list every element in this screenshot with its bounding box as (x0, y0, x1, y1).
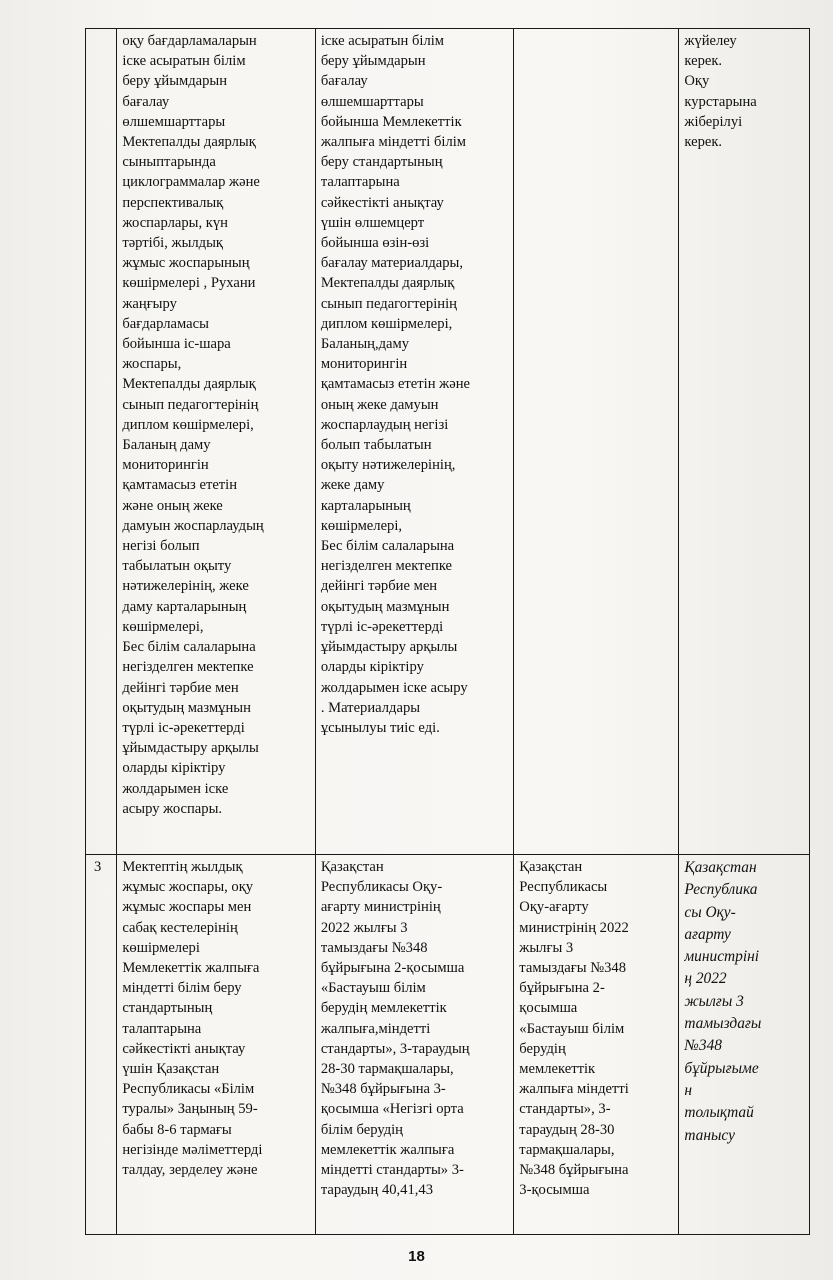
text-line: Баланың,даму (320, 336, 410, 353)
text-line: дейінгі тәрбие мен (320, 578, 438, 595)
cell-requirements (315, 855, 513, 1235)
text-line: министрінің 2022 (519, 919, 629, 936)
cell-documents (117, 29, 315, 855)
text-line: жоспарлары, күн (122, 214, 228, 231)
text-line: түрлі іс-әрекеттерді (320, 618, 444, 635)
text-line: беру стандартының (320, 154, 443, 171)
text-line: «Бастауыш білім (519, 1020, 625, 1037)
text-line: нәтижелерінің, жеке (122, 578, 249, 595)
text-line: негізделген мектепке (320, 558, 453, 575)
text-line: жоспарлаудың негізі (320, 416, 449, 433)
text-line: н (684, 1081, 692, 1099)
text-line: міндетті стандарты» 3- (320, 1162, 464, 1179)
text-line: тараудың 40,41,43 (320, 1182, 434, 1199)
text-line: оқытудың мазмұнын (122, 699, 251, 716)
cell-recommendation (679, 855, 810, 1235)
text-line: негізінде мәліметтерді (122, 1141, 263, 1158)
text-line: талдау, зерделеу және (122, 1162, 258, 1179)
text-line: тамыздағы (684, 1015, 762, 1033)
text-line: ағарту (684, 925, 731, 943)
text-line: бойынша Мемлекеттік (320, 113, 462, 130)
text-line: оқу бағдарламаларын (122, 33, 257, 49)
cell-requirements (315, 29, 513, 855)
text-line: сәйкестікті анықтау (320, 194, 444, 211)
text-line: Оқу (684, 73, 710, 90)
text-line: сәйкестікті анықтау (122, 1040, 246, 1057)
text-line: Баланың даму (122, 437, 211, 454)
text-line: керек. (684, 134, 723, 151)
cell-standard (514, 855, 679, 1235)
text-line: дейінгі тәрбие мен (122, 679, 239, 696)
text-line: қосымша «Негізгі орта (320, 1101, 464, 1118)
text-line: асыру жоспары. (122, 800, 223, 817)
text-line: 28-30 тармақшалары, (320, 1061, 454, 1078)
cell-recommendation (679, 29, 810, 855)
text-line: Мемлекеттік жалпыға (122, 960, 260, 977)
text-line: бұйрығына 2-қосымша (320, 960, 465, 977)
text-line: стандарты», 3- (519, 1101, 611, 1118)
text-line: тармақшалары, (519, 1141, 615, 1158)
cell-standard (514, 29, 679, 855)
text-line: жалпыға міндетті білім (320, 134, 467, 151)
text-line: оларды кіріктіру (122, 760, 226, 777)
text-line: берудің (519, 1040, 566, 1057)
text-line: танысу (684, 1126, 735, 1144)
text-line: мемлекеттік жалпыға (320, 1141, 455, 1158)
text-line: өлшемшарттары (122, 113, 226, 130)
text-line: көшірмелері, (320, 517, 403, 534)
text-line: бойынша іс-шара (122, 336, 231, 353)
text-line: негізі болып (122, 538, 200, 555)
text-line: Республикасы Оқу- (320, 879, 443, 896)
text-line: оқытудың мазмұнын (320, 598, 450, 615)
text-line: іске асыратын білім (122, 53, 246, 70)
text-line: Қазақстан (684, 859, 757, 876)
text-line: бағалау (320, 73, 368, 90)
text-line: жұмыс жоспары мен (122, 899, 252, 916)
text-line: Оқу-ағарту (519, 899, 589, 916)
text-line: міндетті білім беру (122, 980, 242, 997)
text-line: карталарының (320, 497, 411, 514)
page-number: 18 (408, 1248, 425, 1265)
text-line: жылғы 3 (519, 939, 574, 956)
text-line: бұйрығына 2- (519, 980, 605, 997)
text-line: тамыздағы №348 (320, 939, 428, 956)
text-line: түрлі іс-әрекеттерді (122, 719, 245, 736)
text-line: №348 бұйрығына (519, 1162, 629, 1179)
document-table (85, 28, 810, 1235)
text-line: перспективалық (122, 194, 224, 211)
text-line: . Материалдары (320, 699, 421, 716)
text-line: Мектепалды даярлық (122, 376, 256, 393)
text-line: қосымша (519, 1000, 578, 1017)
text-line: №348 (684, 1037, 722, 1055)
text-line: жеке даму (320, 477, 385, 494)
text-line: өлшемшарттары (320, 93, 424, 110)
text-line: сынып педагогтерінің (320, 295, 457, 312)
text-line: оның жеке дамуын (320, 396, 439, 413)
text-line: толықтай (684, 1104, 754, 1122)
cell-documents (117, 855, 315, 1235)
text-line: Бес білім салаларына (320, 538, 455, 555)
text-line: №348 бұйрығына 3- (320, 1081, 446, 1098)
text-line: жалпыға,міндетті (320, 1020, 431, 1037)
text-line: беру ұйымдарын (122, 73, 228, 90)
text-line: ұсынылуы тиіс еді. (320, 719, 440, 736)
text-line: болып табылатын (320, 437, 432, 454)
text-line: курстарына (684, 93, 757, 110)
text-line: министріні (684, 948, 760, 966)
table-row (86, 29, 810, 855)
text-line: мониторингін (122, 457, 209, 474)
text-line: 3-қосымша (519, 1182, 590, 1199)
text-line: тамыздағы №348 (519, 960, 627, 977)
text-line: және оның жеке (122, 497, 223, 514)
text-line: Мектептің жылдық (122, 859, 243, 875)
cell-number: 3 (86, 855, 117, 1235)
text-line: Мектепалды даярлық (320, 275, 455, 292)
text-line: оқыту нәтижелерінің, (320, 457, 456, 474)
text-line: Қазақстан (519, 859, 583, 875)
text-line: бұйрығыме (684, 1059, 759, 1077)
text-line: жұмыс жоспарының (122, 255, 250, 272)
text-line: тәртібі, жылдық (122, 235, 223, 252)
text-line: 2022 жылғы 3 (320, 919, 408, 936)
text-line: жолдарымен іске асыру (320, 679, 468, 696)
text-line: жіберілуі (684, 113, 743, 130)
cell-number (86, 29, 117, 855)
text-line: оларды кіріктіру (320, 659, 424, 676)
text-line: бағалау материалдары, (320, 255, 464, 272)
text-line: ң 2022 (684, 970, 727, 988)
text-line: стандартының (122, 1000, 213, 1017)
text-line: жоспары, (122, 356, 182, 373)
text-line: Мектепалды даярлық (122, 134, 256, 151)
text-line: мемлекеттік (519, 1061, 596, 1078)
text-line: туралы» Заңының 59- (122, 1101, 258, 1118)
text-line: жалпыға міндетті (519, 1081, 629, 1098)
text-line: сыныптарында (122, 154, 216, 171)
text-line: Республика (684, 881, 758, 899)
text-line: керек. (684, 53, 723, 70)
text-line: диплом көшірмелері, (320, 315, 453, 332)
text-line: беру ұйымдарын (320, 53, 426, 70)
text-line: циклограммалар және (122, 174, 260, 191)
text-line: бағдарламасы (122, 315, 209, 332)
text-line: стандарты», 3-тараудың (320, 1040, 470, 1057)
text-line: талаптарына (320, 174, 400, 191)
text-line: сы Оқу- (684, 903, 736, 921)
text-line: бойынша өзін-өзі (320, 235, 430, 252)
text-line: Республикасы (519, 879, 608, 896)
text-line: көшірмелері, (122, 618, 204, 635)
text-line: көшірмелері , Рухани (122, 275, 256, 292)
text-line: тараудың 28-30 (519, 1121, 615, 1138)
text-line: қамтамасыз ететін (122, 477, 238, 494)
text-line: ұйымдастыру арқылы (320, 639, 458, 656)
text-line: ұйымдастыру арқылы (122, 740, 259, 757)
text-line: қамтамасыз ететін және (320, 376, 471, 393)
text-line: үшін Қазақстан (122, 1061, 220, 1078)
text-line: бабы 8-6 тармағы (122, 1121, 232, 1138)
text-line: берудің мемлекеттік (320, 1000, 447, 1017)
text-line: талаптарына (122, 1020, 202, 1037)
text-line: дамуын жоспарлаудың (122, 517, 264, 534)
text-line: диплом көшірмелері, (122, 416, 254, 433)
text-line: бағалау (122, 93, 170, 110)
text-line: Республикасы «Білім (122, 1081, 255, 1098)
text-line: жолдарымен іске (122, 780, 229, 797)
text-line: даму карталарының (122, 598, 247, 615)
text-line: жылғы 3 (684, 992, 744, 1010)
text-line: «Бастауыш білім (320, 980, 426, 997)
text-line: Қазақстан (320, 859, 384, 875)
table-row (86, 855, 810, 1235)
text-line: іске асыратын білім (320, 33, 445, 49)
text-line: жаңғыру (122, 295, 177, 312)
text-line: үшін өлшемцерт (320, 214, 425, 231)
text-line: табылатын оқыту (122, 558, 232, 575)
text-line: ағарту министрінің (320, 899, 441, 916)
text-line: Бес білім салаларына (122, 639, 256, 656)
text-line: негізделген мектепке (122, 659, 254, 676)
text-line: жүйелеу (684, 33, 737, 49)
text-line: жұмыс жоспары, оқу (122, 879, 254, 896)
text-line: сынып педагогтерінің (122, 396, 259, 413)
text-line: көшірмелері (122, 939, 200, 956)
text-line: білім берудің (320, 1121, 403, 1138)
text-line: мониторингін (320, 356, 408, 373)
text-line: сабақ кестелерінің (122, 919, 238, 936)
